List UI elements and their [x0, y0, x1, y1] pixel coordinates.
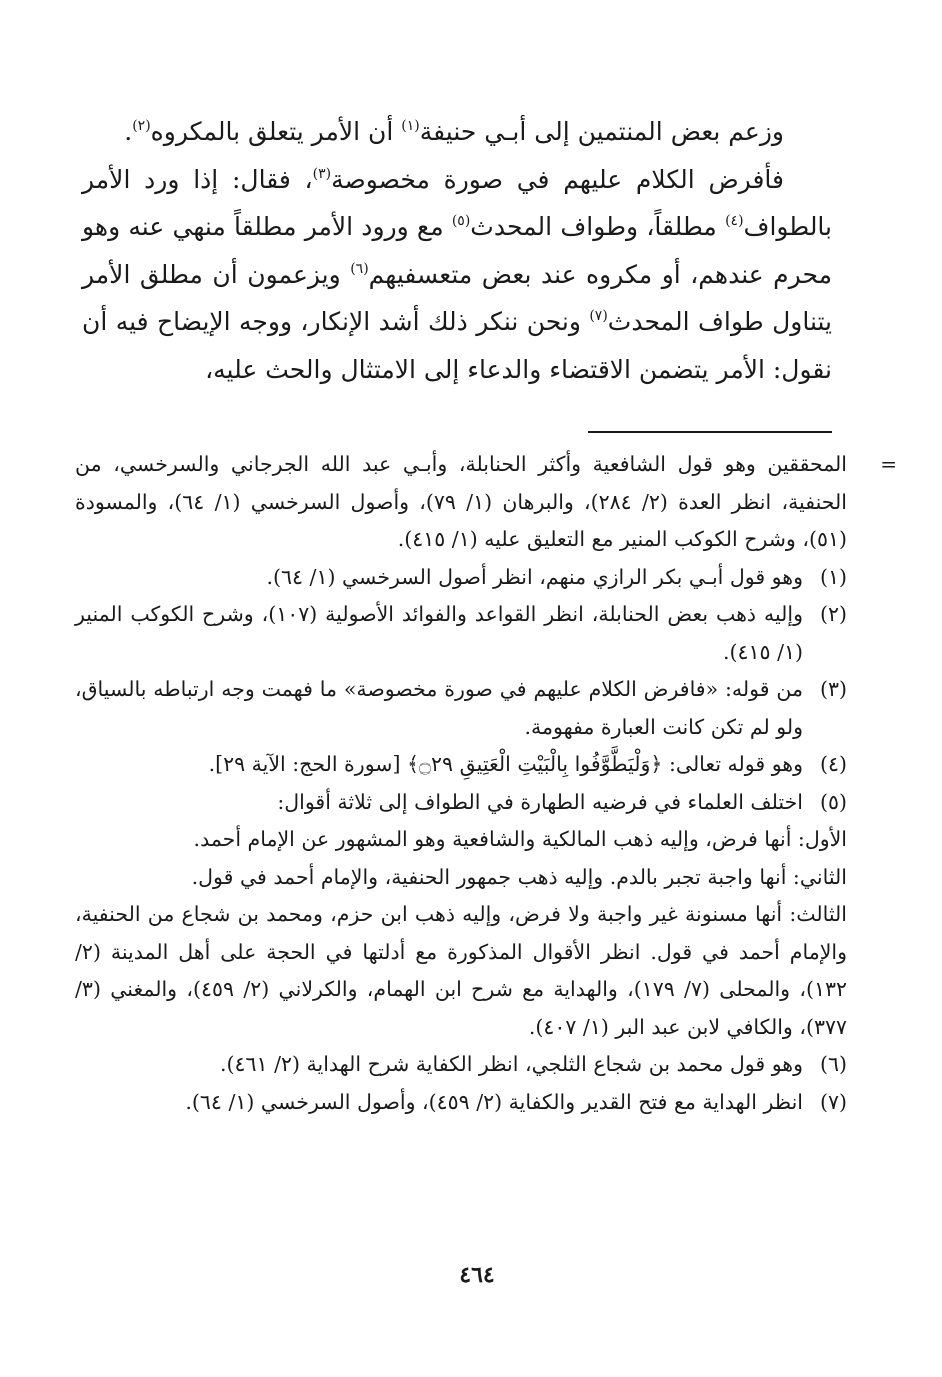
- text-run: أن الأمر يتعلق بالمكروه: [150, 117, 402, 146]
- text-run: مع ورود الأمر مطلقاً منهي عنه وهو محرم عندهم، أو مكروه عند بعض متعسفيهم: [82, 212, 832, 289]
- footnote-ref-6[interactable]: (٦): [350, 260, 369, 277]
- footnote-3: [75, 671, 847, 746]
- footnotes-section: [75, 446, 897, 1121]
- opinion-3: الثالث: أنها مسنونة غير واجبة ولا فرض، وإليه ذهب ابن حزم، ومحمد بن شجاع من الحنفية، والإمام أحمد في قول. انظر الأقوال المذكورة مع أدلتها في الحجة على أهل المدينة (٢/ ١٣٢)، والمحلى (٧/ ١٧٩)، والهداية مع شرح ابن الهمام، والكرلاني (٢/ ٤٥٩)، والمغني (٣/ ٣٧٧)، والكافي لابن عبد البر (١/ ٤٠٧).: [75, 902, 847, 1039]
- footnote-text: انظر الهداية مع فتح القدير والكفاية (٢/ ٤٥٩)، وأصول السرخسي (١/ ٦٤).: [185, 1089, 803, 1114]
- text-run: .: [124, 117, 133, 146]
- text-run: ويزعمون أن مطلق الأمر يتناول طواف المحدث: [82, 259, 832, 336]
- footnote-text: وهو قوله تعالى: ﴿وَلْيَطَّوَّفُوا بِالْبَيْتِ الْعَتِيقِ ۝٢٩﴾ [سورة الحج: الآية ٢٩].: [208, 752, 803, 776]
- footnote-number: (١): [819, 564, 847, 589]
- footnote-ref-4[interactable]: (٤): [725, 213, 744, 229]
- footnote-number: (٤): [819, 752, 847, 776]
- footnote-ref-2[interactable]: (٢): [132, 118, 151, 134]
- footnote-separator: [588, 431, 832, 433]
- page-number: ٤٦٤: [459, 1262, 495, 1288]
- text-run: فأفرض الكلام عليهم في صورة مخصوصة: [331, 164, 784, 194]
- continuation-mark: =: [880, 452, 897, 476]
- footnote-1: [75, 559, 847, 597]
- footnote-text: وهو قول أبـي بكر الرازي منهم، انظر أصول السرخسي (١/ ٦٤).: [266, 564, 803, 589]
- footnote-number: (٣): [819, 677, 847, 701]
- text-run: وزعم بعض المنتمين إلى أبـي حنيفة: [419, 117, 784, 146]
- footnote-text: وهو قول محمد بن شجاع الثلجي، انظر الكفاية شرح الهداية (٢/ ٤٦١).: [219, 1052, 803, 1076]
- footnote-6: [75, 1046, 847, 1084]
- footnote-text: اختلف العلماء في فرضيه الطهارة في الطواف إلى ثلاثة أقوال:: [277, 789, 803, 814]
- footnote-number: (٦): [819, 1052, 847, 1076]
- footnote-ref-5[interactable]: (٥): [451, 213, 471, 229]
- text-run: ونحن ننكر ذلك أشد الإنكار، ووجه الإيضاح فيه أن نقول: الأمر يتضمن الاقتضاء والدعاء إلى الامتثال والحث عليه،: [82, 307, 832, 384]
- opinion-1: الأول: أنها فرض، وإليه ذهب المالكية والشافعية وهو المشهور عن الإمام أحمد.: [193, 827, 847, 851]
- paragraph-1: [82, 108, 832, 156]
- main-body-text: [82, 108, 832, 393]
- footnote-text: من قوله: «فافرض الكلام عليهم في صورة مخصوصة» ما فهمت وجه ارتباطه بالسياق، ولو لم تكن كانت العبارة مفهومة.: [75, 677, 803, 739]
- footnote-number: (٥): [819, 789, 847, 814]
- footnote-4: [75, 746, 847, 784]
- footnote-5: [75, 784, 847, 822]
- text-run: ، فقال: إذا ورد الأمر بالطواف: [82, 164, 833, 241]
- footnote-number: (٧): [819, 1089, 847, 1114]
- footnote-ref-7[interactable]: (٧): [589, 308, 608, 324]
- footnote-text: وإليه ذهب بعض الحنابلة، انظر القواعد والفوائد الأصولية (١٠٧)، وشرح الكوكب المنير (١/ ٤١٥).: [75, 602, 803, 664]
- footnote-continuation: [75, 446, 897, 559]
- opinion-2: الثاني: أنها واجبة تجبر بالدم. وإليه ذهب جمهور الحنفية، والإمام أحمد في قول.: [191, 864, 847, 889]
- footnote-ref-3[interactable]: (٣): [312, 165, 332, 182]
- footnote-7: [75, 1084, 847, 1122]
- footnote-number: (٢): [819, 602, 847, 626]
- paragraph-2: [82, 156, 832, 394]
- continuation-text: المحققين وهو قول الشافعية وأكثر الحنابلة، وأبـي عبد الله الجرجاني والسرخسي، من الحنفية، انظر العدة (٢/ ٢٨٤)، والبرهان (١/ ٧٩)، وأصول السرخسي (١/ ٦٤)، والمسودة (٥١)، وشرح الكوكب المنير مع التعليق عليه (١/ ٤١٥).: [75, 452, 847, 551]
- footnote-2: [75, 596, 847, 671]
- text-run: مطلقاً، وطواف المحدث: [470, 212, 726, 241]
- footnote-ref-1[interactable]: (١): [401, 118, 420, 134]
